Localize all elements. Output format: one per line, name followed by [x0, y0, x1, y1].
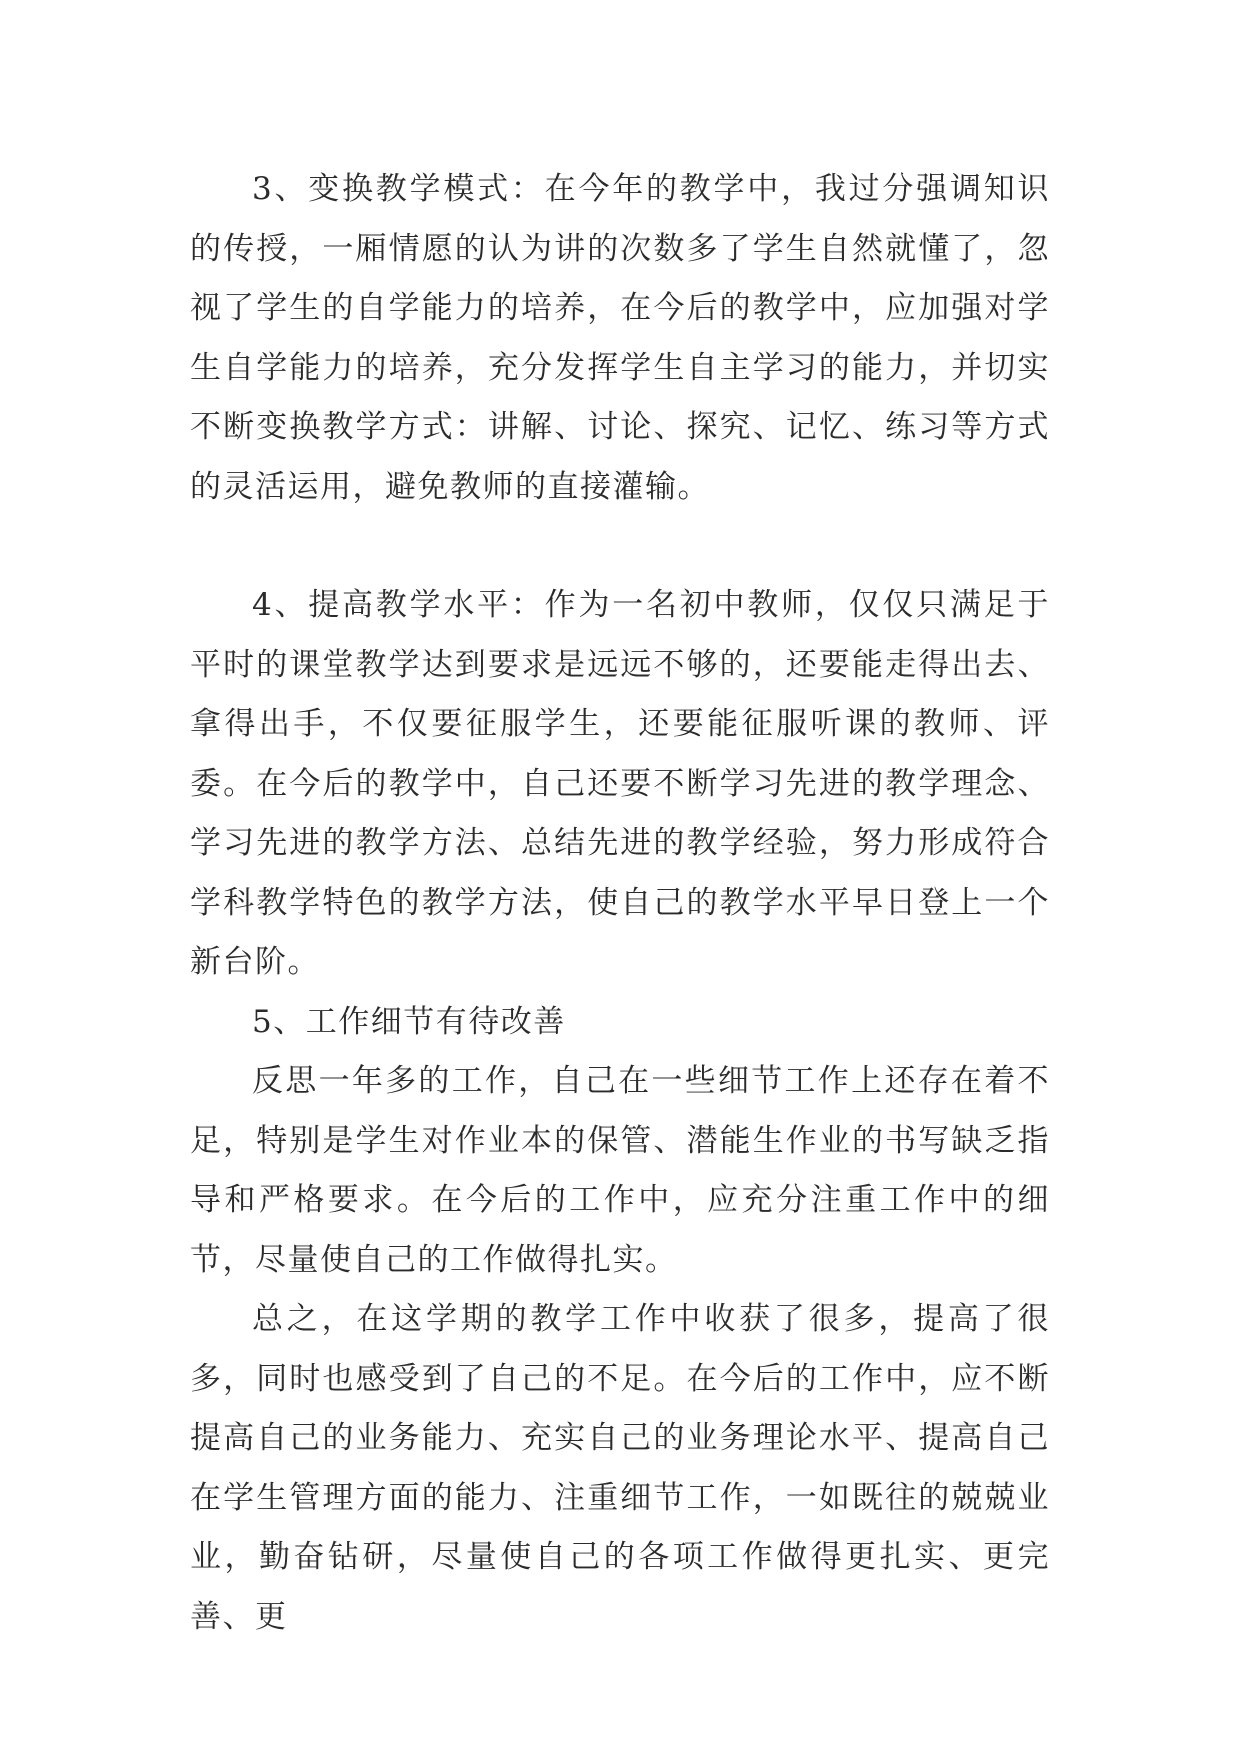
paragraph-teaching-level: 4、提高教学水平：作为一名初中教师，仅仅只满足于平时的课堂教学达到要求是远远不够的，还要能走得出去、拿得出手，不仅要征服学生，还要能征服听课的教师、评委。在今后的教学中，自己还要不断学习先进的教学理念、学习先进的教学方法、总结先进的教学经验，努力形成符合学科教学特色的教学方法，使自己的教学水平早日登上一个新台阶。	[190, 587, 1050, 980]
paragraph-gap	[190, 517, 1050, 576]
paragraph-teaching-mode: 3、变换教学模式：在今年的教学中，我过分强调知识的传授，一厢情愿的认为讲的次数多了学生自然就懂了，忽视了学生的自学能力的培养，在今后的教学中，应加强对学生自学能力的培养，充分发挥学生自主学习的能力，并切实不断变换教学方式：讲解、讨论、探究、记忆、练习等方式的灵活运用，避免教师的直接灌输。	[190, 171, 1050, 505]
paragraph-summary: 总之，在这学期的教学工作中收获了很多，提高了很多，同时也感受到了自己的不足。在今后的工作中，应不断提高自己的业务能力、充实自己的业务理论水平、提高自己在学生管理方面的能力、注重细节工作，一如既往的兢兢业业，勤奋钻研，尽量使自己的各项工作做得更扎实、更完善、更	[190, 1301, 1050, 1635]
section-heading-work-details: 5、工作细节有待改善	[252, 1003, 566, 1040]
paragraph-work-reflection: 反思一年多的工作，自己在一些细节工作上还存在着不足，特别是学生对作业本的保管、潜能生作业的书写缺乏指导和严格要求。在今后的工作中，应充分注重工作中的细节，尽量使自己的工作做得扎实。	[190, 1063, 1050, 1278]
document-body	[190, 160, 1050, 1647]
